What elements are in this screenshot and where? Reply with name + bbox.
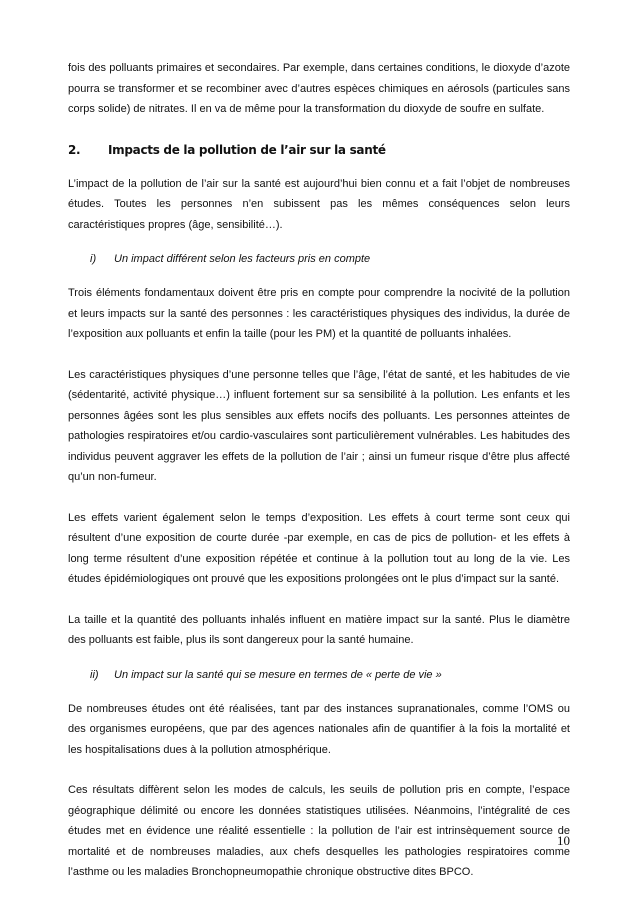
paragraph-impact-overview: L’impact de la pollution de l’air sur la santé est aujourd’hui bien connu et a fait l’objet de nombreuses études. Toutes les personnes n’en subissent pas les mêmes conséquences selon leurs caractéristiques propres (âge, sensibilité…). — [68, 177, 570, 231]
paragraph-intro: fois des polluants primaires et secondaires. Par exemple, dans certaines conditions, le dioxyde d’azote pourra se transformer et se recombiner avec d’autres espèces chimiques en aérosols (particules sans corps solide) de nitrates. Il en va de même pour la transformation du dioxyde de soufre en sulfate. — [68, 62, 570, 115]
subsection-heading-i — [68, 249, 570, 269]
subsection-heading-ii — [68, 665, 570, 685]
paragraph-exposure-time: Les effets varient également selon le temps d’exposition. Les effets à court terme sont ceux qui résultent d’une exposition de courte durée -par exemple, en cas de pics de pollution- et les effets à long terme résultent d’une exposition répétée et continue à la pollution tout au long de la vie. Les études épidémiologiques ont prouvé que les expositions prolongées ont le plus d’impact sur la santé. — [68, 511, 570, 585]
section-title: Impacts de la pollution de l’air sur la santé — [108, 142, 386, 157]
paragraph-physical-characteristics: Les caractéristiques physiques d’une personne telles que l’âge, l’état de santé, et les habitudes de vie (sédentarité, activité physique…) influent fortement sur sa sensibilité à la pollution. Les enfants et les personnes âgées sont les plus sensibles aux effets nocifs des polluants. Les personnes atteintes de pathologies respiratoires et/ou cardio-vasculaires sont particulièrement vulnérables. Les habitudes des individus peuvent aggraver les effets de la pollution de l’air ; ainsi un fumeur risque d’être plus affecté qu’un non-fumeur. — [68, 368, 570, 483]
paragraph-three-elements: Trois éléments fondamentaux doivent être pris en compte pour comprendre la nocivité de la pollution et leurs impacts sur la santé des personnes : les caractéristiques physiques des individus, la durée de l’exposition aux polluants et enfin la taille (pour les PM) et la quantité de polluants inhalées. — [68, 287, 570, 340]
paragraph-size-quantity: La taille et la quantité des polluants inhalés influent en matière impact sur la santé. Plus le diamètre des polluants est faible, plus ils sont dangereux pour la santé humaine. — [68, 613, 570, 646]
subsection-title-i: Un impact différent selon les facteurs pris en compte — [114, 253, 371, 265]
subsection-title-ii: Un impact sur la santé qui se mesure en termes de « perte de vie » — [114, 668, 442, 681]
subsection-number-ii: ii) — [90, 668, 99, 681]
subsection-number-i: i) — [90, 253, 97, 265]
paragraph-results: Ces résultats diffèrent selon les modes de calculs, les seuils de pollution pris en compte, l’espace géographique délimité ou encore les données statistiques utilisées. Néanmoins, l’intégralité de ces études met en évidence une réalité essentielle : la pollution de l’air est intrinsèquement source de mortalité et de nombreuses maladies, aux chefs desquelles les pathologies respiratoires comme l’asthme ou les maladies Bronchopneumopathie chronique obstructive dites BPCO. — [68, 784, 570, 878]
paragraph-studies: De nombreuses études ont été réalisées, tant par des instances supranationales, comme l’OMS ou des organismes européens, que par des agences nationales afin de quantifier à la fois la mortalité et les hospitalisations dues à la pollution atmosphérique. — [68, 702, 570, 756]
page-content — [68, 58, 570, 883]
section-number: 2. — [68, 142, 81, 157]
section-heading — [68, 140, 570, 160]
page-number: 10 — [557, 833, 570, 848]
